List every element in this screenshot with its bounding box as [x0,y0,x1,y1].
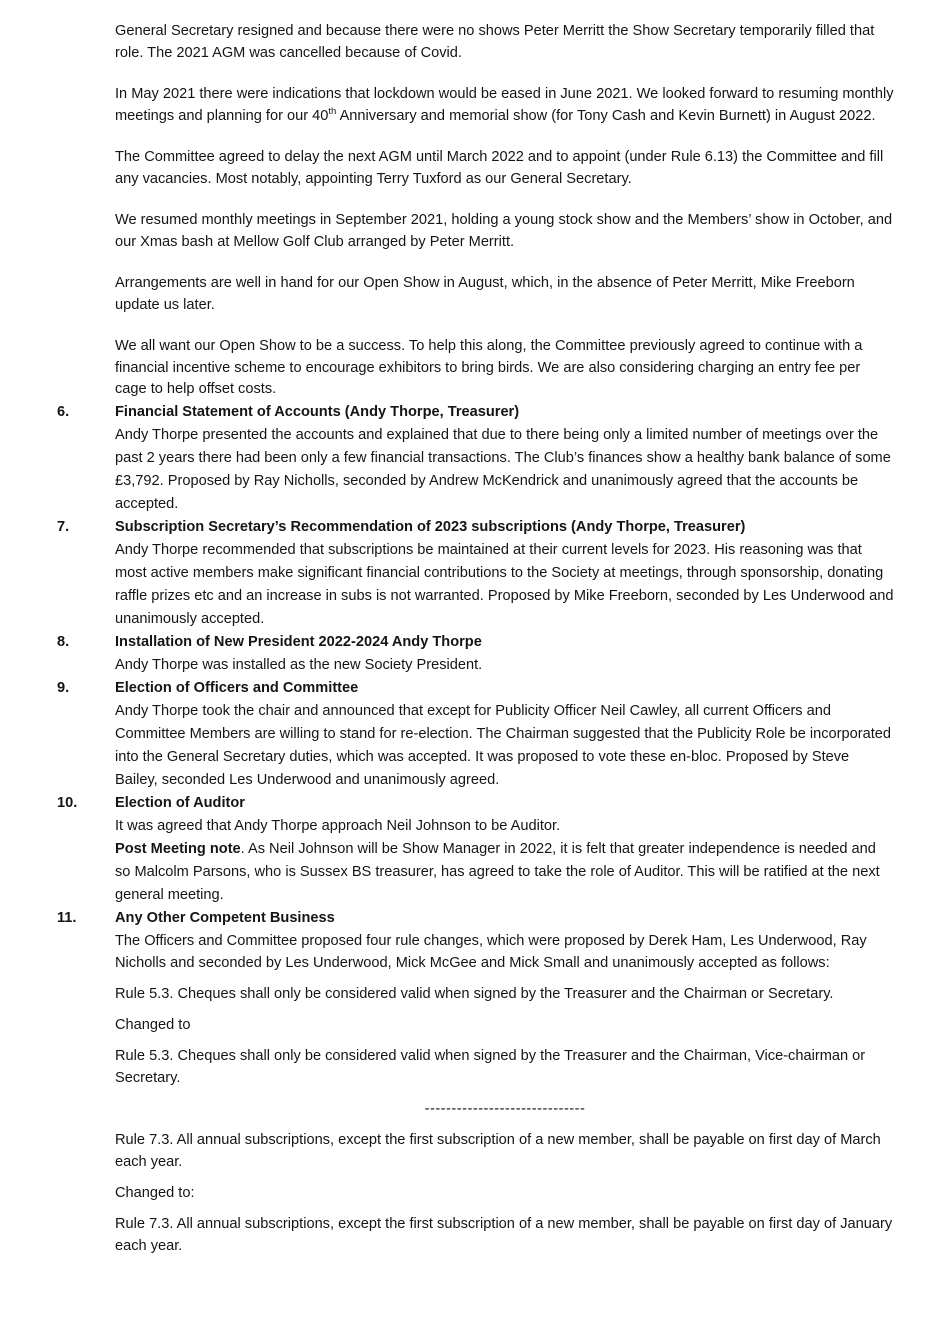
item-heading: Election of Auditor [115,794,245,811]
changed-to-label: Changed to: [115,1184,195,1201]
item-paragraph: The Officers and Committee proposed four rule changes, which were proposed by Derek Ham, Les Underwood, Ray Nicholls and seconded by Les Underwood, Mick McGee and Mick Small and unanimously accepted as follows: [115,932,867,971]
intro-paragraph: The Committee agreed to delay the next AGM until March 2022 and to appoint (under Rule 6.13) the Committee and fill any vacancies. Most notably, appointing Terry Tuxford as our General Secretary. [115,149,884,187]
item-number: 8. [57,633,70,650]
item-number: 6. [57,403,70,420]
item-number: 11. [57,909,77,926]
item-heading: Installation of New President 2022-2024 Andy Thorpe [115,633,482,650]
item-number: 9. [57,679,70,696]
item-number: 7. [57,518,70,535]
superscript-ordinal: th [328,105,337,117]
rule-new-paragraph: Rule 7.3. All annual subscriptions, except the first subscription of a new member, shall be payable on first day of January each year. [115,1215,893,1254]
agenda-item-6 [57,401,895,516]
post-meeting-note [115,838,895,907]
item-paragraph: Andy Thorpe recommended that subscriptions be maintained at their current levels for 2023. His reasoning was that most active members make significant financial contributions to the Society at meetings, through sponsorship, donating raffle prizes etc and an increase in subs is not warranted. Proposed by Mike Freeborn, seconded by Les Underwood and unanimously accepted. [115,541,894,627]
intro-paragraph [115,84,895,127]
item-paragraph: Andy Thorpe presented the accounts and explained that due to there being only a limited number of meetings over the past 2 years there had been only a few financial transactions. The Club’s finances show a healthy bank balance of some £3,792. Proposed by Ray Nicholls, seconded by Andrew McKendrick and unanimously agreed that the accounts be accepted. [115,426,891,512]
agenda-item-10 [57,792,895,907]
intro-paragraph: General Secretary resigned and because there were no shows Peter Merritt the Show Secretary temporarily filled that role. The 2021 AGM was cancelled because of Covid. [115,23,875,61]
rule-old-paragraph: Rule 7.3. All annual subscriptions, except the first subscription of a new member, shall be payable on first day of March each year. [115,1131,881,1170]
intro-paragraph-text: In May 2021 there were indications that lockdown would be eased in June 2021. We looked forward to resuming monthly meetings and planning for our 40 [115,86,894,124]
rule-separator: ------------------------------ [424,1100,586,1117]
agenda-item-9 [57,677,895,792]
intro-paragraph: We resumed monthly meetings in September 2021, holding a young stock show and the Members’ show in October, and our Xmas bash at Mellow Golf Club arranged by Peter Merritt. [115,212,893,250]
rule-new-paragraph: Rule 5.3. Cheques shall only be considered valid when signed by the Treasurer and the Chairman, Vice-chairman or Secretary. [115,1047,866,1086]
item-paragraph: Andy Thorpe took the chair and announced that except for Publicity Officer Neil Cawley, all current Officers and Committee Members are willing to stand for re-election. The Chairman suggested that the Publicity Role be incorporated into the General Secretary duties, which was accepted. It was proposed to vote these en-bloc. Proposed by Steve Bailey, seconded Les Underwood and unanimously agreed. [115,702,892,788]
agenda-item-11 [57,907,895,1266]
item-heading: Subscription Secretary’s Recommendation of 2023 subscriptions (Andy Thorpe, Treasurer) [115,518,746,535]
intro-paragraph: Arrangements are well in hand for our Open Show in August, which, in the absence of Peter Merritt, Mike Freeborn update us later. [115,275,855,313]
item-heading: Financial Statement of Accounts (Andy Thorpe, Treasurer) [115,403,520,420]
item-paragraph: It was agreed that Andy Thorpe approach Neil Johnson to be Auditor. [115,817,561,834]
item-paragraph: Andy Thorpe was installed as the new Society President. [115,656,483,673]
changed-to-label: Changed to [115,1016,191,1033]
item-heading: Election of Officers and Committee [115,679,359,696]
agenda-item-8 [57,631,895,677]
intro-section [57,21,895,401]
item-number: 10. [57,794,78,811]
post-meeting-note-text: . As Neil Johnson will be Show Manager in 2022, it is felt that greater independence is needed and so Malcolm Parsons, who is Sussex BS treasurer, has agreed to take the role of Auditor. This will be ratified at the next general meeting. [115,840,880,903]
rule-old-paragraph: Rule 5.3. Cheques shall only be considered valid when signed by the Treasurer and the Chairman or Secretary. [115,985,834,1002]
post-meeting-note-label: Post Meeting note [115,840,241,857]
intro-paragraph-text: Anniversary and memorial show (for Tony Cash and Kevin Burnett) in August 2022. [336,107,876,124]
item-heading: Any Other Competent Business [115,909,335,926]
intro-paragraph: We all want our Open Show to be a success. To help this along, the Committee previously agreed to continue with a financial incentive scheme to encourage exhibitors to bring birds. We are also considering charging an entry fee per cage to help offset costs. [115,338,863,397]
agenda-item-7 [57,516,895,631]
